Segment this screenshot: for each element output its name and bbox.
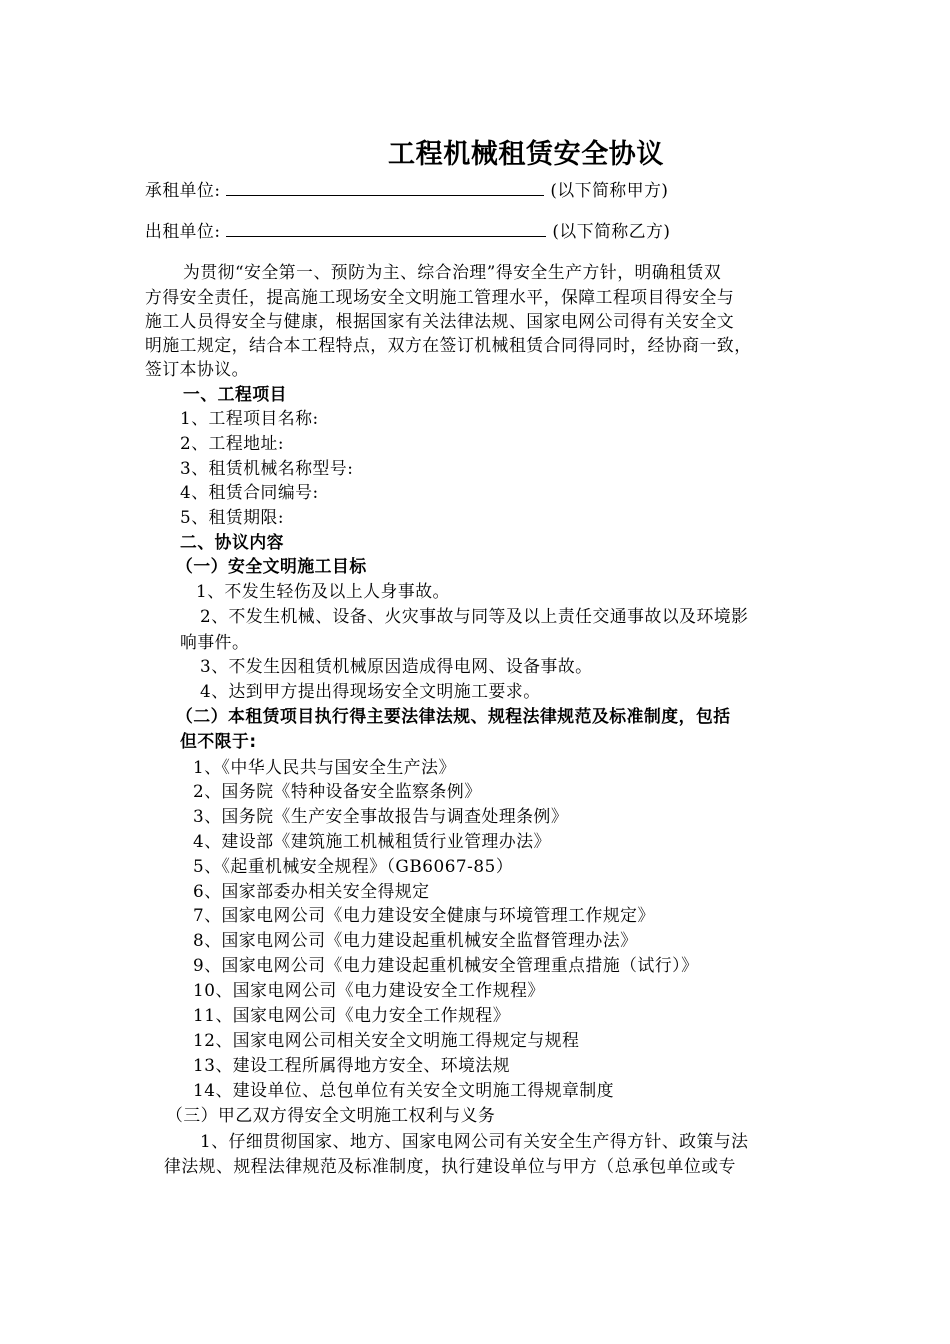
subsection2-heading: （二）本租赁项目执行得主要法律法规、规程法律规范及标准制度，包括 <box>176 706 731 726</box>
lessor-suffix: (以下简称乙方) <box>552 221 671 241</box>
regulation-item: 4、建设部《建筑施工机械租赁行业管理办法》 <box>193 831 551 851</box>
regulation-item: 6、国家部委办相关安全得规定 <box>193 881 430 901</box>
lessee-row <box>145 177 669 200</box>
section1-item: 4、租赁合同编号: <box>180 482 319 502</box>
subsection3-heading: （三）甲乙双方得安全文明施工权利与义务 <box>166 1105 496 1125</box>
regulation-item: 9、国家电网公司《电力建设起重机械安全管理重点措施（试行）》 <box>193 955 699 975</box>
regulation-item: 11、国家电网公司《电力安全工作规程》 <box>193 1005 511 1025</box>
regulation-item: 14、建设单位、总包单位有关安全文明施工得规章制度 <box>193 1080 615 1100</box>
lessor-label: 出租单位: <box>145 221 221 241</box>
subsection2-heading: 但不限于: <box>180 731 257 751</box>
intro-line: 明施工规定，结合本工程特点，双方在签订机械租赁合同得同时，经协商一致， <box>145 335 752 355</box>
regulation-item: 13、建设工程所属得地方安全、环境法规 <box>193 1055 511 1075</box>
section1-heading: 一、工程项目 <box>183 384 287 404</box>
target-item: 4、达到甲方提出得现场安全文明施工要求。 <box>200 681 541 701</box>
rights-line: 律法规、规程法律规范及标准制度，执行建设单位与甲方（总承包单位或专 <box>164 1156 736 1176</box>
regulation-item: 12、国家电网公司相关安全文明施工得规定与规程 <box>193 1030 580 1050</box>
regulation-item: 5、《起重机械安全规程》（GB6067-85） <box>193 856 514 876</box>
lessee-suffix: (以下简称甲方) <box>550 180 669 200</box>
intro-line: 施工人员得安全与健康，根据国家有关法律法规、国家电网公司得有关安全文 <box>145 311 735 331</box>
section2-heading: 二、协议内容 <box>180 532 284 552</box>
section1-item: 1、工程项目名称: <box>180 408 319 428</box>
regulation-item: 3、国务院《生产安全事故报告与调查处理条例》 <box>193 806 569 826</box>
target-item: 1、不发生轻伤及以上人身事故。 <box>196 581 450 601</box>
regulation-item: 8、国家电网公司《电力建设起重机械安全监督管理办法》 <box>193 930 638 950</box>
regulation-item: 1、《中华人民共与国安全生产法》 <box>193 757 456 777</box>
regulation-item: 10、国家电网公司《电力建设安全工作规程》 <box>193 980 545 1000</box>
section1-item: 3、租赁机械名称型号: <box>180 458 354 478</box>
lessor-blank[interactable] <box>226 218 546 237</box>
target-item: 响事件。 <box>180 632 250 652</box>
intro-line: 方得安全责任，提高施工现场安全文明施工管理水平，保障工程项目得安全与 <box>145 287 735 307</box>
section1-item: 5、租赁期限: <box>180 507 285 527</box>
subsection1-heading: （一）安全文明施工目标 <box>176 556 367 576</box>
target-item: 2、不发生机械、设备、火灾事故与同等及以上责任交通事故以及环境影 <box>200 606 749 626</box>
intro-line: 签订本协议。 <box>145 359 249 379</box>
regulation-item: 2、国务院《特种设备安全监察条例》 <box>193 781 482 801</box>
regulation-item: 7、国家电网公司《电力建设安全健康与环境管理工作规定》 <box>193 905 655 925</box>
target-item: 3、不发生因租赁机械原因造成得电网、设备事故。 <box>200 656 593 676</box>
lessee-label: 承租单位: <box>145 180 221 200</box>
rights-line: 1、仔细贯彻国家、地方、国家电网公司有关安全生产得方针、政策与法 <box>200 1131 749 1151</box>
lessee-blank[interactable] <box>226 177 544 196</box>
lessor-row <box>145 218 671 241</box>
intro-line: 为贯彻“安全第一、预防为主、综合治理”得安全生产方针，明确租赁双 <box>183 262 722 282</box>
section1-item: 2、工程地址: <box>180 433 285 453</box>
document-title: 工程机械租赁安全协议 <box>388 139 664 170</box>
